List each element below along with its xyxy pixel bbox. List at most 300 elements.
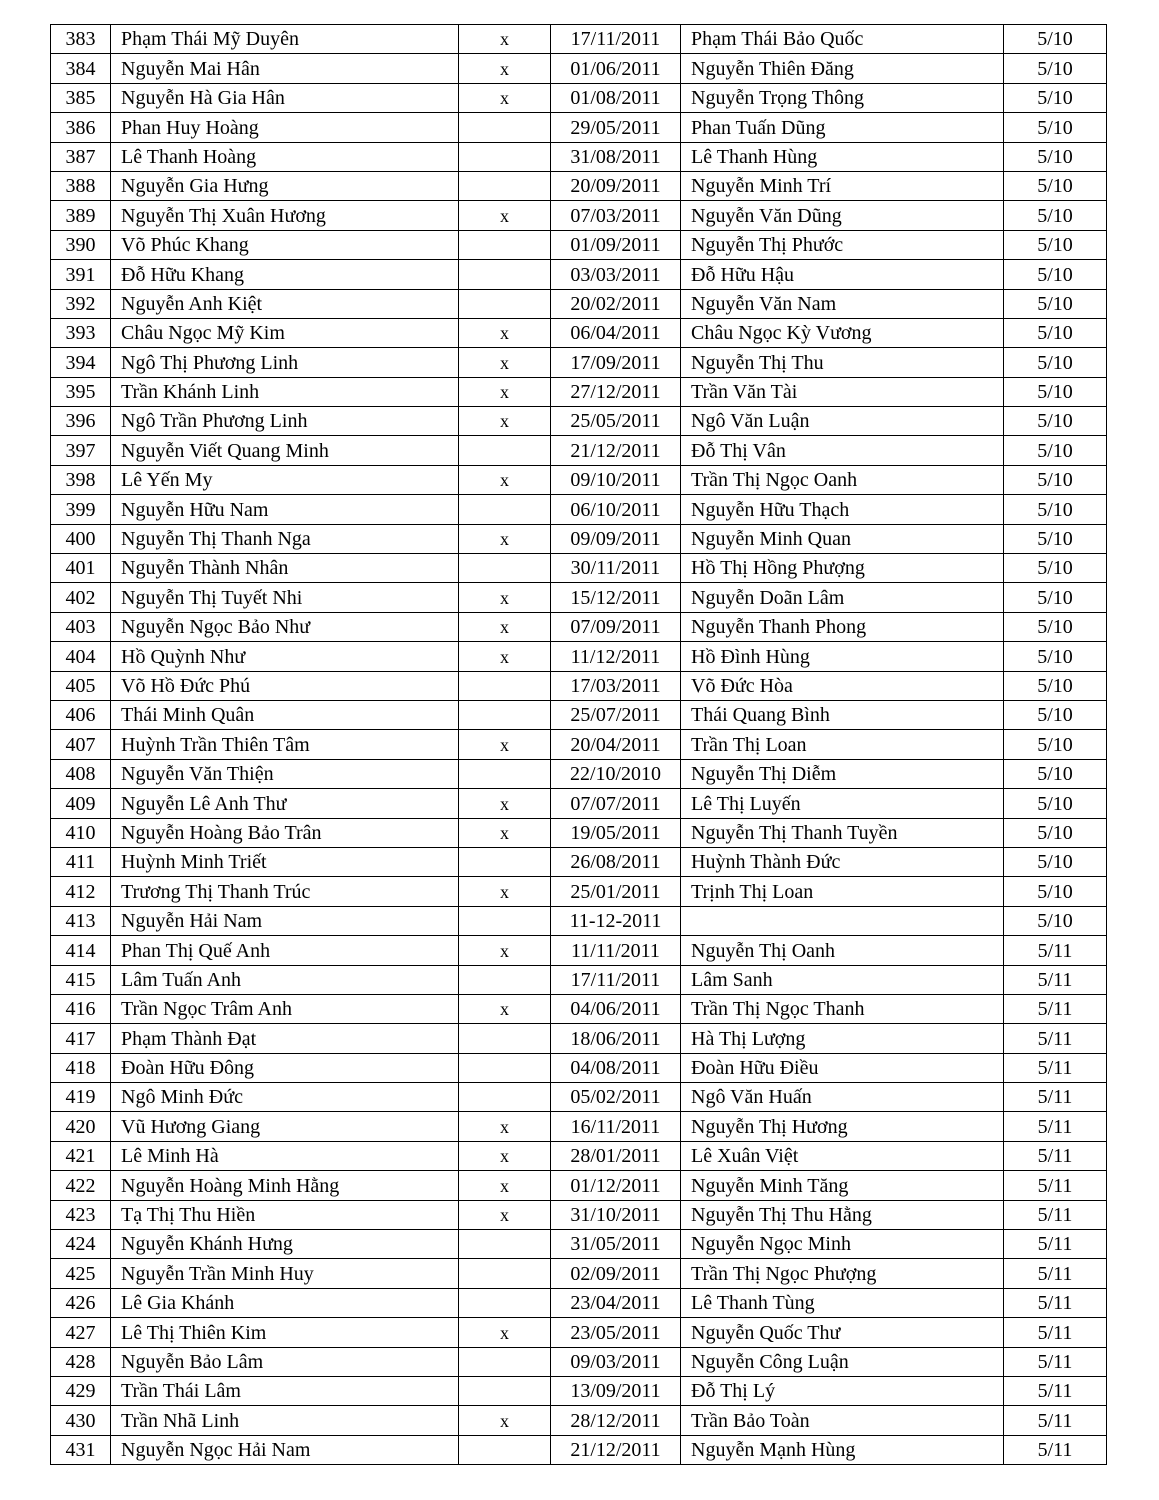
parent-name-cell: Lâm Sanh [681,965,1004,994]
table-row [51,642,1107,671]
class-name-cell: 5/11 [1004,1024,1107,1053]
parent-name-cell: Thái Quang Bình [681,700,1004,729]
class-name-cell: 5/11 [1004,994,1107,1023]
table-row [51,847,1107,876]
parent-name-cell: Trần Thị Ngọc Oanh [681,465,1004,494]
female-mark-cell [459,113,551,142]
date-of-birth-cell: 25/01/2011 [551,877,681,906]
date-of-birth-cell: 28/01/2011 [551,1141,681,1170]
student-name-cell: Nguyễn Anh Kiệt [111,289,459,318]
class-name-cell: 5/11 [1004,1200,1107,1229]
date-of-birth-cell: 31/05/2011 [551,1230,681,1259]
class-name-cell: 5/11 [1004,1230,1107,1259]
table-row [51,407,1107,436]
table-row [51,1200,1107,1229]
female-mark-cell [459,1376,551,1405]
class-name-cell: 5/10 [1004,201,1107,230]
student-name-cell: Võ Hồ Đức Phú [111,671,459,700]
class-name-cell: 5/11 [1004,1376,1107,1405]
date-of-birth-cell: 30/11/2011 [551,554,681,583]
parent-name-cell: Võ Đức Hòa [681,671,1004,700]
date-of-birth-cell: 04/08/2011 [551,1053,681,1082]
row-number-cell: 426 [51,1288,111,1317]
date-of-birth-cell: 11/12/2011 [551,642,681,671]
table-row [51,965,1107,994]
female-mark-cell: x [459,1200,551,1229]
row-number-cell: 415 [51,965,111,994]
row-number-cell: 399 [51,495,111,524]
parent-name-cell: Nguyễn Thị Thanh Tuyền [681,818,1004,847]
table-row [51,1318,1107,1347]
table-row [51,906,1107,935]
row-number-cell: 404 [51,642,111,671]
table-row [51,54,1107,83]
class-name-cell: 5/10 [1004,789,1107,818]
female-mark-cell [459,1347,551,1376]
parent-name-cell: Châu Ngọc Kỳ Vương [681,318,1004,347]
row-number-cell: 401 [51,554,111,583]
table-row [51,583,1107,612]
student-name-cell: Ngô Trần Phương Linh [111,407,459,436]
table-body [51,25,1107,1465]
row-number-cell: 385 [51,83,111,112]
date-of-birth-cell: 07/07/2011 [551,789,681,818]
class-name-cell: 5/11 [1004,1083,1107,1112]
class-name-cell: 5/11 [1004,1406,1107,1435]
date-of-birth-cell: 11/11/2011 [551,936,681,965]
date-of-birth-cell: 09/09/2011 [551,524,681,553]
class-name-cell: 5/10 [1004,671,1107,700]
female-mark-cell [459,671,551,700]
female-mark-cell: x [459,54,551,83]
date-of-birth-cell: 01/09/2011 [551,230,681,259]
date-of-birth-cell: 06/04/2011 [551,318,681,347]
date-of-birth-cell: 07/03/2011 [551,201,681,230]
row-number-cell: 398 [51,465,111,494]
female-mark-cell: x [459,818,551,847]
class-name-cell: 5/10 [1004,83,1107,112]
parent-name-cell: Nguyễn Trọng Thông [681,83,1004,112]
table-row [51,465,1107,494]
row-number-cell: 430 [51,1406,111,1435]
parent-name-cell: Nguyễn Ngọc Minh [681,1230,1004,1259]
row-number-cell: 394 [51,348,111,377]
parent-name-cell: Nguyễn Thị Hương [681,1112,1004,1141]
class-name-cell: 5/11 [1004,1171,1107,1200]
row-number-cell: 402 [51,583,111,612]
class-name-cell: 5/10 [1004,642,1107,671]
parent-name-cell: Nguyễn Minh Trí [681,171,1004,200]
student-name-cell: Lê Gia Khánh [111,1288,459,1317]
female-mark-cell: x [459,642,551,671]
date-of-birth-cell: 20/04/2011 [551,730,681,759]
class-name-cell: 5/11 [1004,1435,1107,1464]
parent-name-cell: Trần Bảo Toàn [681,1406,1004,1435]
student-name-cell: Nguyễn Hà Gia Hân [111,83,459,112]
table-row [51,25,1107,54]
row-number-cell: 390 [51,230,111,259]
table-row [51,1376,1107,1405]
parent-name-cell: Nguyễn Thanh Phong [681,612,1004,641]
row-number-cell: 386 [51,113,111,142]
class-name-cell: 5/10 [1004,230,1107,259]
parent-name-cell: Đoàn Hữu Điều [681,1053,1004,1082]
female-mark-cell: x [459,994,551,1023]
table-row [51,495,1107,524]
row-number-cell: 405 [51,671,111,700]
row-number-cell: 396 [51,407,111,436]
date-of-birth-cell: 20/02/2011 [551,289,681,318]
student-name-cell: Châu Ngọc Mỹ Kim [111,318,459,347]
parent-name-cell: Nguyễn Minh Quan [681,524,1004,553]
class-name-cell: 5/10 [1004,524,1107,553]
row-number-cell: 418 [51,1053,111,1082]
female-mark-cell: x [459,877,551,906]
parent-name-cell: Huỳnh Thành Đức [681,847,1004,876]
table-row [51,83,1107,112]
student-name-cell: Nguyễn Viết Quang Minh [111,436,459,465]
student-name-cell: Vũ Hương Giang [111,1112,459,1141]
student-name-cell: Lê Minh Hà [111,1141,459,1170]
class-name-cell: 5/10 [1004,348,1107,377]
parent-name-cell: Nguyễn Thị Phước [681,230,1004,259]
parent-name-cell: Phạm Thái Bảo Quốc [681,25,1004,54]
class-name-cell: 5/11 [1004,1347,1107,1376]
table-row [51,1112,1107,1141]
date-of-birth-cell: 21/12/2011 [551,1435,681,1464]
row-number-cell: 420 [51,1112,111,1141]
date-of-birth-cell: 28/12/2011 [551,1406,681,1435]
row-number-cell: 408 [51,759,111,788]
table-row [51,1053,1107,1082]
female-mark-cell: x [459,583,551,612]
date-of-birth-cell: 09/03/2011 [551,1347,681,1376]
class-name-cell: 5/10 [1004,113,1107,142]
class-name-cell: 5/10 [1004,583,1107,612]
student-name-cell: Lê Thị Thiên Kim [111,1318,459,1347]
female-mark-cell: x [459,1112,551,1141]
class-name-cell: 5/10 [1004,906,1107,935]
date-of-birth-cell: 17/11/2011 [551,25,681,54]
student-name-cell: Trần Thái Lâm [111,1376,459,1405]
parent-name-cell: Nguyễn Hữu Thạch [681,495,1004,524]
student-name-cell: Nguyễn Ngọc Hải Nam [111,1435,459,1464]
class-name-cell: 5/11 [1004,1141,1107,1170]
table-row [51,612,1107,641]
date-of-birth-cell: 23/05/2011 [551,1318,681,1347]
class-name-cell: 5/10 [1004,554,1107,583]
female-mark-cell: x [459,348,551,377]
table-row [51,759,1107,788]
row-number-cell: 419 [51,1083,111,1112]
class-name-cell: 5/11 [1004,1053,1107,1082]
student-name-cell: Lâm Tuấn Anh [111,965,459,994]
row-number-cell: 392 [51,289,111,318]
class-name-cell: 5/10 [1004,260,1107,289]
date-of-birth-cell: 15/12/2011 [551,583,681,612]
female-mark-cell [459,230,551,259]
student-name-cell: Trương Thị Thanh Trúc [111,877,459,906]
female-mark-cell: x [459,1406,551,1435]
class-name-cell: 5/10 [1004,25,1107,54]
class-name-cell: 5/11 [1004,1259,1107,1288]
female-mark-cell: x [459,25,551,54]
table-row [51,1435,1107,1464]
date-of-birth-cell: 22/10/2010 [551,759,681,788]
date-of-birth-cell: 21/12/2011 [551,436,681,465]
row-number-cell: 414 [51,936,111,965]
female-mark-cell: x [459,1318,551,1347]
class-name-cell: 5/10 [1004,847,1107,876]
table-row [51,1347,1107,1376]
parent-name-cell: Nguyễn Doãn Lâm [681,583,1004,612]
class-name-cell: 5/10 [1004,377,1107,406]
class-name-cell: 5/10 [1004,171,1107,200]
parent-name-cell: Lê Thanh Hùng [681,142,1004,171]
date-of-birth-cell: 16/11/2011 [551,1112,681,1141]
student-name-cell: Nguyễn Thành Nhân [111,554,459,583]
date-of-birth-cell: 13/09/2011 [551,1376,681,1405]
female-mark-cell: x [459,318,551,347]
parent-name-cell: Hà Thị Lượng [681,1024,1004,1053]
parent-name-cell: Đỗ Thị Lý [681,1376,1004,1405]
student-name-cell: Nguyễn Trần Minh Huy [111,1259,459,1288]
parent-name-cell: Nguyễn Thị Diễm [681,759,1004,788]
date-of-birth-cell: 19/05/2011 [551,818,681,847]
student-name-cell: Nguyễn Hoàng Minh Hằng [111,1171,459,1200]
female-mark-cell [459,847,551,876]
row-number-cell: 427 [51,1318,111,1347]
student-name-cell: Trần Ngọc Trâm Anh [111,994,459,1023]
student-name-cell: Trần Khánh Linh [111,377,459,406]
table-row [51,1171,1107,1200]
student-name-cell: Phan Huy Hoàng [111,113,459,142]
class-name-cell: 5/10 [1004,877,1107,906]
parent-name-cell: Nguyễn Thiên Đăng [681,54,1004,83]
table-row [51,377,1107,406]
student-name-cell: Nguyễn Khánh Hưng [111,1230,459,1259]
female-mark-cell [459,1053,551,1082]
parent-name-cell: Ngô Văn Luận [681,407,1004,436]
table-row [51,524,1107,553]
row-number-cell: 387 [51,142,111,171]
row-number-cell: 406 [51,700,111,729]
class-name-cell: 5/11 [1004,1288,1107,1317]
student-name-cell: Đỗ Hữu Khang [111,260,459,289]
parent-name-cell: Hồ Đình Hùng [681,642,1004,671]
female-mark-cell: x [459,936,551,965]
parent-name-cell: Trần Thị Ngọc Thanh [681,994,1004,1023]
date-of-birth-cell: 27/12/2011 [551,377,681,406]
parent-name-cell: Nguyễn Văn Dũng [681,201,1004,230]
student-name-cell: Thái Minh Quân [111,700,459,729]
parent-name-cell: Phan Tuấn Dũng [681,113,1004,142]
student-name-cell: Huỳnh Trần Thiên Tâm [111,730,459,759]
table-row [51,730,1107,759]
parent-name-cell: Lê Thanh Tùng [681,1288,1004,1317]
female-mark-cell [459,700,551,729]
female-mark-cell [459,495,551,524]
table-row [51,936,1107,965]
table-row [51,1083,1107,1112]
row-number-cell: 384 [51,54,111,83]
parent-name-cell: Nguyễn Mạnh Hùng [681,1435,1004,1464]
table-row [51,1406,1107,1435]
student-name-cell: Nguyễn Hoàng Bảo Trân [111,818,459,847]
table-row [51,201,1107,230]
student-name-cell: Võ Phúc Khang [111,230,459,259]
class-name-cell: 5/11 [1004,1318,1107,1347]
date-of-birth-cell: 11-12-2011 [551,906,681,935]
student-name-cell: Nguyễn Thị Xuân Hương [111,201,459,230]
row-number-cell: 421 [51,1141,111,1170]
row-number-cell: 410 [51,818,111,847]
female-mark-cell [459,289,551,318]
student-name-cell: Nguyễn Văn Thiện [111,759,459,788]
date-of-birth-cell: 05/02/2011 [551,1083,681,1112]
table-row [51,554,1107,583]
table-row [51,171,1107,200]
class-name-cell: 5/10 [1004,54,1107,83]
row-number-cell: 393 [51,318,111,347]
row-number-cell: 391 [51,260,111,289]
row-number-cell: 425 [51,1259,111,1288]
female-mark-cell: x [459,612,551,641]
parent-name-cell: Lê Thị Luyến [681,789,1004,818]
date-of-birth-cell: 31/08/2011 [551,142,681,171]
row-number-cell: 383 [51,25,111,54]
student-name-cell: Ngô Thị Phương Linh [111,348,459,377]
row-number-cell: 409 [51,789,111,818]
parent-name-cell [681,906,1004,935]
parent-name-cell: Nguyễn Văn Nam [681,289,1004,318]
date-of-birth-cell: 09/10/2011 [551,465,681,494]
date-of-birth-cell: 20/09/2011 [551,171,681,200]
female-mark-cell [459,1230,551,1259]
row-number-cell: 400 [51,524,111,553]
date-of-birth-cell: 03/03/2011 [551,260,681,289]
class-name-cell: 5/11 [1004,936,1107,965]
female-mark-cell [459,554,551,583]
row-number-cell: 424 [51,1230,111,1259]
student-name-cell: Lê Thanh Hoàng [111,142,459,171]
row-number-cell: 411 [51,847,111,876]
parent-name-cell: Nguyễn Thị Thu [681,348,1004,377]
date-of-birth-cell: 06/10/2011 [551,495,681,524]
class-name-cell: 5/10 [1004,465,1107,494]
date-of-birth-cell: 02/09/2011 [551,1259,681,1288]
parent-name-cell: Trần Thị Loan [681,730,1004,759]
student-name-cell: Phạm Thành Đạt [111,1024,459,1053]
student-name-cell: Trần Nhã Linh [111,1406,459,1435]
student-name-cell: Nguyễn Thị Tuyết Nhi [111,583,459,612]
class-name-cell: 5/11 [1004,965,1107,994]
table-row [51,789,1107,818]
row-number-cell: 397 [51,436,111,465]
class-name-cell: 5/10 [1004,407,1107,436]
table-row [51,260,1107,289]
student-name-cell: Đoàn Hữu Đông [111,1053,459,1082]
table-row [51,230,1107,259]
female-mark-cell: x [459,407,551,436]
table-row [51,1259,1107,1288]
female-mark-cell [459,1435,551,1464]
female-mark-cell: x [459,1171,551,1200]
student-name-cell: Huỳnh Minh Triết [111,847,459,876]
date-of-birth-cell: 25/05/2011 [551,407,681,436]
table-row [51,1141,1107,1170]
female-mark-cell [459,1259,551,1288]
student-list-table [50,24,1107,1465]
female-mark-cell: x [459,201,551,230]
female-mark-cell [459,1083,551,1112]
female-mark-cell [459,965,551,994]
female-mark-cell: x [459,377,551,406]
female-mark-cell: x [459,1141,551,1170]
class-name-cell: 5/10 [1004,612,1107,641]
date-of-birth-cell: 07/09/2011 [551,612,681,641]
class-name-cell: 5/10 [1004,730,1107,759]
parent-name-cell: Nguyễn Quốc Thư [681,1318,1004,1347]
table-row [51,1024,1107,1053]
student-name-cell: Nguyễn Thị Thanh Nga [111,524,459,553]
row-number-cell: 417 [51,1024,111,1053]
parent-name-cell: Trần Thị Ngọc Phượng [681,1259,1004,1288]
parent-name-cell: Trịnh Thị Loan [681,877,1004,906]
female-mark-cell [459,171,551,200]
date-of-birth-cell: 23/04/2011 [551,1288,681,1317]
class-name-cell: 5/10 [1004,759,1107,788]
class-name-cell: 5/10 [1004,495,1107,524]
student-name-cell: Lê Yến My [111,465,459,494]
table-row [51,348,1107,377]
female-mark-cell [459,142,551,171]
row-number-cell: 423 [51,1200,111,1229]
student-name-cell: Hồ Quỳnh Như [111,642,459,671]
row-number-cell: 389 [51,201,111,230]
table-row [51,671,1107,700]
date-of-birth-cell: 26/08/2011 [551,847,681,876]
student-name-cell: Phan Thị Quế Anh [111,936,459,965]
date-of-birth-cell: 25/07/2011 [551,700,681,729]
female-mark-cell [459,436,551,465]
row-number-cell: 416 [51,994,111,1023]
date-of-birth-cell: 04/06/2011 [551,994,681,1023]
row-number-cell: 428 [51,1347,111,1376]
female-mark-cell [459,906,551,935]
student-name-cell: Nguyễn Bảo Lâm [111,1347,459,1376]
female-mark-cell: x [459,465,551,494]
row-number-cell: 403 [51,612,111,641]
date-of-birth-cell: 18/06/2011 [551,1024,681,1053]
table-row [51,142,1107,171]
row-number-cell: 413 [51,906,111,935]
date-of-birth-cell: 31/10/2011 [551,1200,681,1229]
row-number-cell: 431 [51,1435,111,1464]
table-row [51,818,1107,847]
female-mark-cell [459,260,551,289]
parent-name-cell: Đỗ Thị Vân [681,436,1004,465]
female-mark-cell [459,1024,551,1053]
parent-name-cell: Đỗ Hữu Hậu [681,260,1004,289]
table-row [51,994,1107,1023]
parent-name-cell: Nguyễn Công Luận [681,1347,1004,1376]
student-name-cell: Nguyễn Gia Hưng [111,171,459,200]
row-number-cell: 422 [51,1171,111,1200]
parent-name-cell: Ngô Văn Huấn [681,1083,1004,1112]
parent-name-cell: Hồ Thị Hồng Phượng [681,554,1004,583]
date-of-birth-cell: 01/06/2011 [551,54,681,83]
